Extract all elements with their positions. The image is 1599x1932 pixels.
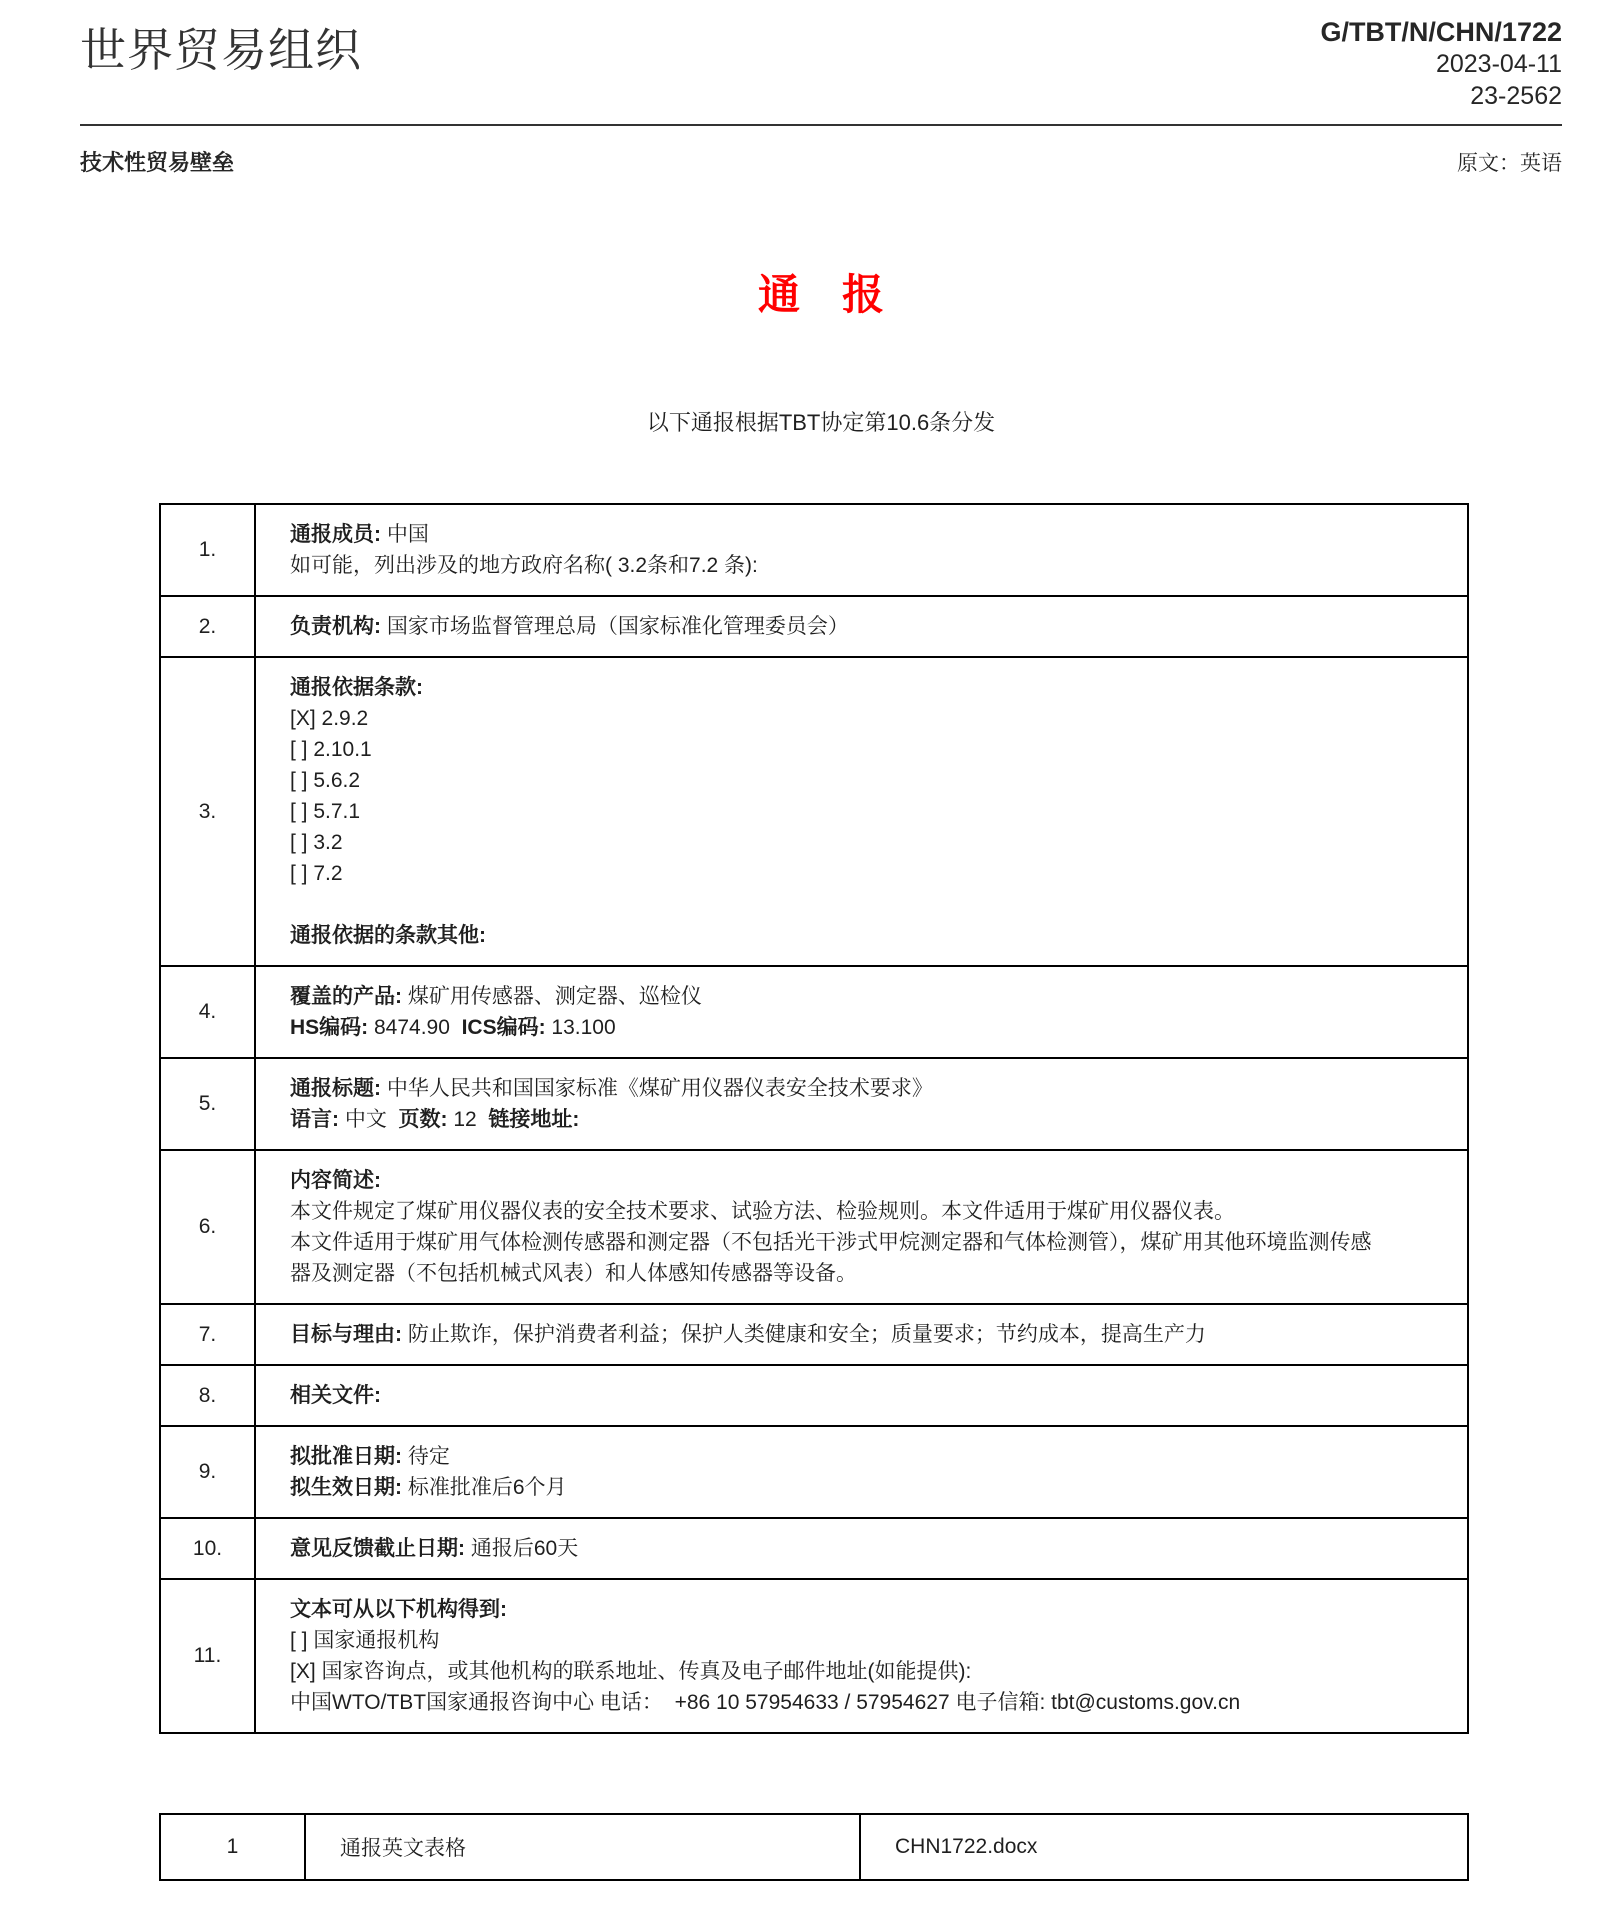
text-line	[290, 1594, 1443, 1625]
text-line	[290, 1012, 1443, 1043]
field-label: 拟批准日期:	[290, 1445, 402, 1468]
field-value: [ ] 7.2	[290, 862, 343, 885]
attachment-index: 1	[160, 1814, 305, 1880]
field-value: 中文	[339, 1108, 399, 1131]
field-value: 13.100	[545, 1016, 616, 1039]
field-label: 目标与理由:	[290, 1323, 402, 1346]
text-line	[290, 1533, 1443, 1564]
text-line	[290, 1625, 1443, 1656]
text-line	[290, 858, 1443, 889]
text-line	[290, 827, 1443, 858]
table-row	[160, 1058, 1468, 1150]
text-line	[290, 1258, 1443, 1289]
doc-reference-block	[1320, 16, 1562, 112]
field-value: 器及测定器（不包括机械式风表）和人体感知传感器等设备。	[290, 1262, 857, 1285]
text-line	[290, 1073, 1443, 1104]
field-value: 中国	[381, 523, 429, 546]
row-content-cell	[255, 657, 1468, 966]
committee-label: 技术性贸易壁垒	[80, 150, 235, 175]
field-value: 如可能，列出涉及的地方政府名称( 3.2条和7.2 条):	[290, 554, 758, 577]
attachments-table-body	[160, 1814, 1468, 1880]
row-content-cell	[255, 966, 1468, 1058]
row-number-cell: 10.	[160, 1518, 255, 1579]
text-line	[290, 703, 1443, 734]
field-label: 意见反馈截止日期:	[290, 1537, 465, 1560]
attachment-row	[160, 1814, 1468, 1880]
table-row	[160, 596, 1468, 657]
table-row	[160, 1518, 1468, 1579]
row-number-cell: 9.	[160, 1426, 255, 1518]
text-line	[290, 889, 1443, 920]
row-content-cell	[255, 1150, 1468, 1304]
original-language-label: 原文：英语	[1457, 152, 1562, 175]
row-number-cell: 7.	[160, 1304, 255, 1365]
field-label: 页数:	[398, 1108, 448, 1131]
field-value: 8474.90	[368, 1016, 462, 1039]
field-label: 通报成员:	[290, 523, 381, 546]
doc-date: 2023-04-11	[1435, 50, 1562, 78]
field-value: 国家市场监督管理总局（国家标准化管理委员会）	[381, 615, 849, 638]
text-line	[290, 550, 1443, 581]
row-number-cell: 5.	[160, 1058, 255, 1150]
field-value: 本文件规定了煤矿用仪器仪表的安全技术要求、试验方法、检验规则。本文件适用于煤矿用仪器仪表。	[290, 1200, 1235, 1223]
field-value: 待定	[402, 1445, 450, 1468]
row-number-cell: 6.	[160, 1150, 255, 1304]
field-label: 内容简述:	[290, 1169, 381, 1192]
field-label: 通报标题:	[290, 1077, 381, 1100]
field-label: 负责机构:	[290, 615, 381, 638]
field-value: 煤矿用传感器、测定器、巡检仪	[402, 985, 702, 1008]
row-content-cell	[255, 1426, 1468, 1518]
field-label: 覆盖的产品:	[290, 985, 402, 1008]
field-label: 语言:	[290, 1108, 339, 1131]
table-row	[160, 1426, 1468, 1518]
row-number-cell: 11.	[160, 1579, 255, 1733]
attachment-filename: CHN1722.docx	[860, 1814, 1468, 1880]
field-value: 通报后60天	[465, 1537, 579, 1560]
field-label: 通报依据的条款其他:	[290, 924, 486, 947]
field-value: 中华人民共和国国家标准《煤矿用仪器仪表安全技术要求》	[381, 1077, 933, 1100]
doc-symbol: G/TBT/N/CHN/1722	[1320, 17, 1562, 47]
text-line	[290, 981, 1443, 1012]
text-line	[290, 519, 1443, 550]
row-content-cell	[255, 1518, 1468, 1579]
field-label: 通报依据条款:	[290, 676, 423, 699]
text-line	[290, 672, 1443, 703]
field-label: 文本可从以下机构得到:	[290, 1598, 507, 1621]
field-label: 相关文件:	[290, 1384, 381, 1407]
field-value: [ ] 5.6.2	[290, 769, 361, 792]
row-content-cell	[255, 596, 1468, 657]
attachments-table	[159, 1813, 1469, 1881]
field-value: 中国WTO/TBT国家通报咨询中心 电话： +86 10 57954633 / 57954627 电子信箱: tbt@customs.gov.cn	[290, 1691, 1241, 1714]
row-content-cell	[255, 1304, 1468, 1365]
table-row	[160, 504, 1468, 596]
field-value: [ ] 国家通报机构	[290, 1629, 440, 1652]
field-label: 链接地址:	[488, 1108, 580, 1131]
text-line	[290, 1227, 1443, 1258]
text-line	[290, 734, 1443, 765]
row-number-cell: 2.	[160, 596, 255, 657]
text-line	[290, 1196, 1443, 1227]
field-value: 12	[447, 1108, 489, 1131]
text-line	[290, 1104, 1443, 1135]
field-value: 本文件适用于煤矿用气体检测传感器和测定器（不包括光干涉式甲烷测定器和气体检测管），煤矿用其他环境监测传感	[290, 1231, 1372, 1254]
doc-number: 23-2562	[1470, 82, 1562, 110]
table-row	[160, 1579, 1468, 1733]
notification-table	[159, 503, 1469, 1734]
field-label: ICS编码:	[461, 1016, 546, 1039]
text-line	[290, 1319, 1443, 1350]
field-value: [ ] 3.2	[290, 831, 343, 854]
notification-table-body	[160, 504, 1468, 1733]
field-value: [ ] 5.7.1	[290, 800, 361, 823]
row-content-cell	[255, 1365, 1468, 1426]
text-line	[290, 920, 1443, 951]
table-row	[160, 1365, 1468, 1426]
row-number-cell: 1.	[160, 504, 255, 596]
org-name: 世界贸易组织	[80, 24, 362, 76]
header-divider	[80, 124, 1562, 126]
field-label: HS编码:	[290, 1016, 369, 1039]
text-line	[290, 796, 1443, 827]
distribution-note: 以下通报根据TBT协定第10.6条分发	[646, 410, 996, 435]
row-number-cell: 3.	[160, 657, 255, 966]
text-line	[290, 1687, 1443, 1718]
table-row	[160, 657, 1468, 966]
text-line	[290, 765, 1443, 796]
row-number-cell: 8.	[160, 1365, 255, 1426]
field-value: [X] 国家咨询点，或其他机构的联系地址、传真及电子邮件地址(如能提供):	[290, 1660, 972, 1683]
row-content-cell	[255, 1058, 1468, 1150]
row-number-cell: 4.	[160, 966, 255, 1058]
field-value: [ ] 2.10.1	[290, 738, 372, 761]
table-row	[160, 966, 1468, 1058]
table-row	[160, 1304, 1468, 1365]
text-line	[290, 1472, 1443, 1503]
field-label: 拟生效日期:	[290, 1476, 402, 1499]
text-line	[290, 1441, 1443, 1472]
text-line	[290, 611, 1443, 642]
text-line	[290, 1656, 1443, 1687]
text-line	[290, 1165, 1443, 1196]
field-value: 防止欺诈，保护消费者利益；保护人类健康和安全；质量要求；节约成本，提高生产力	[402, 1323, 1206, 1346]
row-content-cell	[255, 504, 1468, 596]
row-content-cell	[255, 1579, 1468, 1733]
field-value: [X] 2.9.2	[290, 707, 369, 730]
table-row	[160, 1150, 1468, 1304]
field-value: 标准批准后6个月	[402, 1476, 567, 1499]
text-line	[290, 1380, 1443, 1411]
attachment-name: 通报英文表格	[305, 1814, 860, 1880]
notice-title: 通 报	[757, 271, 884, 318]
